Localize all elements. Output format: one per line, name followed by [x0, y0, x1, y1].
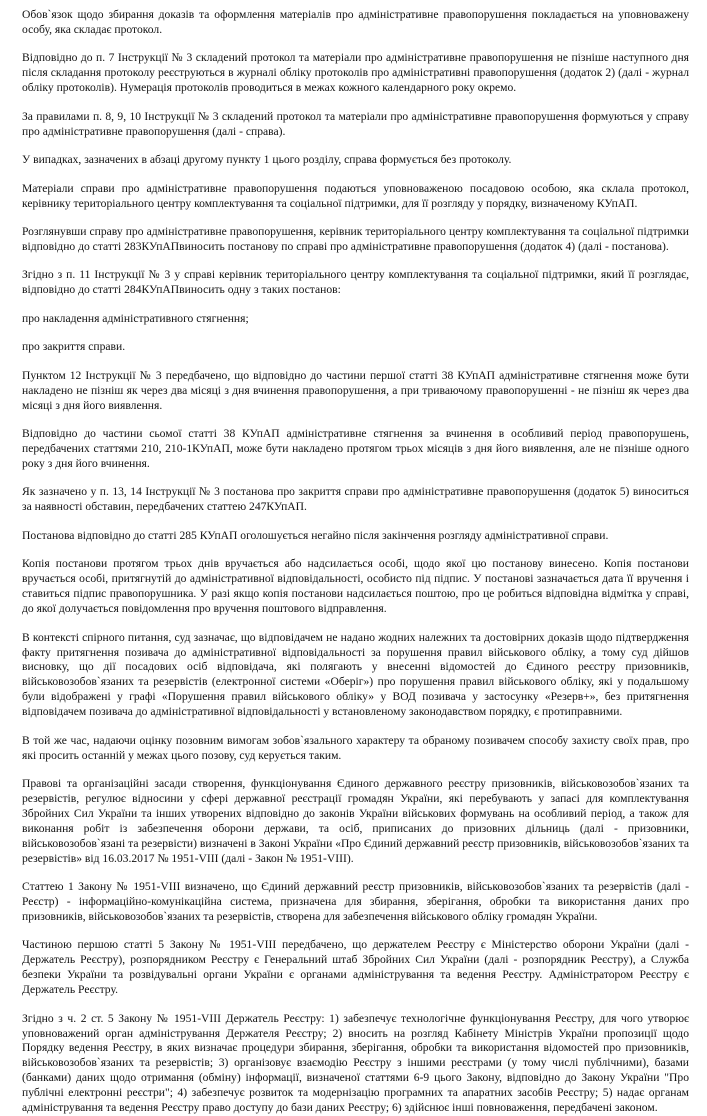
paragraph-20: Згідно з ч. 2 ст. 5 Закону № 1951-VIII Держатель Реєстру: 1) забезпечує технологічне функціонування Реєстру, для чого утворює уповноважений орган адміністрування Держателя Реєстру; 2) вносить на розгляд Кабінету Міністрів України пропозиції щодо Порядку ведення Реєстру, в яких визначає процедури збирання, зберігання, обробки та використання відомостей про призовників, військовозобов`язаних та резервістів; 3) організовує взаємодію Реєстру з іншими реєстрами (у тому числі публічними), базами (банками) даних щодо отримання (обміну) інформації, визначеної статтями 6-9 цього Закону, відповідно до Закону України "Про публічні електронні реєстри"; 4) забезпечує розвиток та модернізацію програмних та апаратних засобів Реєстру; 5) надає органам адміністрування та ведення Реєстру право доступу до бази даних Реєстру; 6) здійснює інші повноваження, передбачені законом. [22, 1011, 689, 1115]
paragraph-16: В той же час, надаючи оцінку позовним вимогам зобов`язального характеру та обраному позивачем способу захисту своїх прав, про які просить останній у межах цього позову, суд керується таким. [22, 733, 689, 762]
paragraph-17: Правові та організаційні засади створення, функціонування Єдиного державного реєстру призовників, військовозобов`язаних та резервістів, регулює відносини у сфері державної реєстрації громадян України, які перебувають у запасі для комплектування Збройних Сил України та інших утворених відповідно до законів України військових формувань на особливий період, а також для виконання робіт із забезпечення оборони держави, та осіб, приписаних до призовних дільниць (далі - призовники, військовозобов`язані та резервісти) визначені в Законі України «Про Єдиний державний реєстр призовників, військовозобов`язаних та резервістів» від 16.03.2017 № 1951-VIII (далі - Закон № 1951-VIII). [22, 777, 689, 865]
paragraph-7: Згідно з п. 11 Інструкції № 3 у справі керівник територіального центру комплектування та соціальної підтримки, який її розглядає, відповідно до статті 284КУпАПвиносить одну з таких постанов: [22, 268, 689, 297]
paragraph-19: Частиною першою статті 5 Закону № 1951-VIII передбачено, що держателем Реєстру є Міністерство оборони України (далі - Держатель Реєстру), розпорядником Реєстру є Генеральний штаб Збройних Сил України (далі - розпорядник Реєстру), а Служба безпеки України та розвідувальні органи України є органами адміністрування та ведення Реєстру. Адміністратором Реєстру є Держатель Реєстру. [22, 938, 689, 997]
paragraph-14: Копія постанови протягом трьох днів вручається або надсилається особі, щодо якої цю постанову винесено. Копія постанови вручається особі, притягнутій до адміністративної відповідальності, особисто під підпис. У постанові зазначається дата її вручення і ставиться підпис правопорушника. У разі якщо копія постанови надсилається поштою, про це робиться відповідна відмітка у справі, до якої долучається повідомлення про вручення поштового відправлення. [22, 557, 689, 616]
paragraph-12: Як зазначено у п. 13, 14 Інструкції № 3 постанова про закриття справи про адміністративне правопорушення (додаток 5) виноситься за наявності обставин, передбачених статтею 247КУпАП. [22, 485, 689, 514]
paragraph-13: Постанова відповідно до статті 285 КУпАП оголошується негайно після закінчення розгляду адміністративної справи. [22, 528, 609, 542]
paragraph-8: про накладення адміністративного стягнення; [22, 311, 249, 325]
paragraph-18: Статтею 1 Закону № 1951-VIII визначено, що Єдиний державний реєстр призовників, військовозобов`язаних та резервістів (далі - Реєстр) - інформаційно-комунікаційна система, призначена для збирання, зберігання, обробки та використання даних про призовників, військовозобов`язаних та резервістів, створена для забезпечення військового обліку громадян України. [22, 880, 689, 923]
paragraph-1: Обов`язок щодо збирання доказів та оформлення матеріалів про адміністративне правопорушення покладається на уповноважену особу, яка складає протокол. [22, 8, 689, 36]
paragraph-6: Розглянувши справу про адміністративне правопорушення, керівник територіального центру комплектування та соціальної підтримки відповідно до статті 283КУпАПвиносить постанову по справі про адміністративне правопорушення (додаток 4) (далі - постанова). [22, 225, 689, 253]
paragraph-2: Відповідно до п. 7 Інструкції № 3 складений протокол та матеріали про адміністративне правопорушення не пізніше наступного дня після складання протоколу реєструються в журналі обліку протоколів про адміністративні правопорушення (додаток 2) (далі - журнал обліку протоколів). Нумерація протоколів проводиться в межах кожного календарного року окремо. [22, 51, 689, 95]
paragraph-11: Відповідно до частини сьомої статті 38 КУпАП адміністративне стягнення за вчинення в особливий період правопорушень, передбачених статтями 210, 210-1КУпАП, може бути накладено протягом трьох місяців з дня його виявлення, але не пізніше одного року з дня його вчинення. [22, 427, 689, 470]
paragraph-5: Матеріали справи про адміністративне правопорушення подаються уповноваженою посадовою особою, яка склала протокол, керівнику територіального центру комплектування та соціальної підтримки, для її розгляду у порядку, визначеному КУпАП. [22, 181, 689, 210]
paragraph-4: У випадках, зазначених в абзаці другому пункту 1 цього розділу, справа формується без протоколу. [22, 153, 512, 167]
paragraph-10: Пунктом 12 Інструкції № 3 передбачено, що відповідно до частини першої статті 38 КУпАП адміністративне стягнення може бути накладено не пізніш як через два місяці з дня вчинення правопорушення, а при триваючому правопорушенні - не пізніш як через два місяці з дня його виявлення. [22, 368, 689, 412]
paragraph-9: про закриття справи. [22, 340, 126, 354]
paragraph-3: За правилами п. 8, 9, 10 Інструкції № 3 складений протокол та матеріали про адміністративне правопорушення формуються у справу про адміністративне правопорушення (далі - справа). [22, 109, 689, 138]
paragraph-15: В контексті спірного питання, суд зазначає, що відповідачем не надано жодних належних та достовірних доказів щодо підтвердження факту притягнення позивача до адміністративної відповідальності за порушення правил військового обліку, а тому суд дійшов висновку, що дії посадових осіб відповідача, які полягають у внесенні відомостей до Єдиного реєстру призовників, військовозобов`язаних та резервістів (електронної системи «Оберіг») про порушення правил військового обліку, які у подальшому були відображені у графі «Порушення правил військового обліку» у ВОД позивача у застосунку «Резерв+», без притягнення відповідачем позивача до адміністративної відповідальності у встановленому законодавством порядку, є протиправними. [22, 630, 689, 719]
